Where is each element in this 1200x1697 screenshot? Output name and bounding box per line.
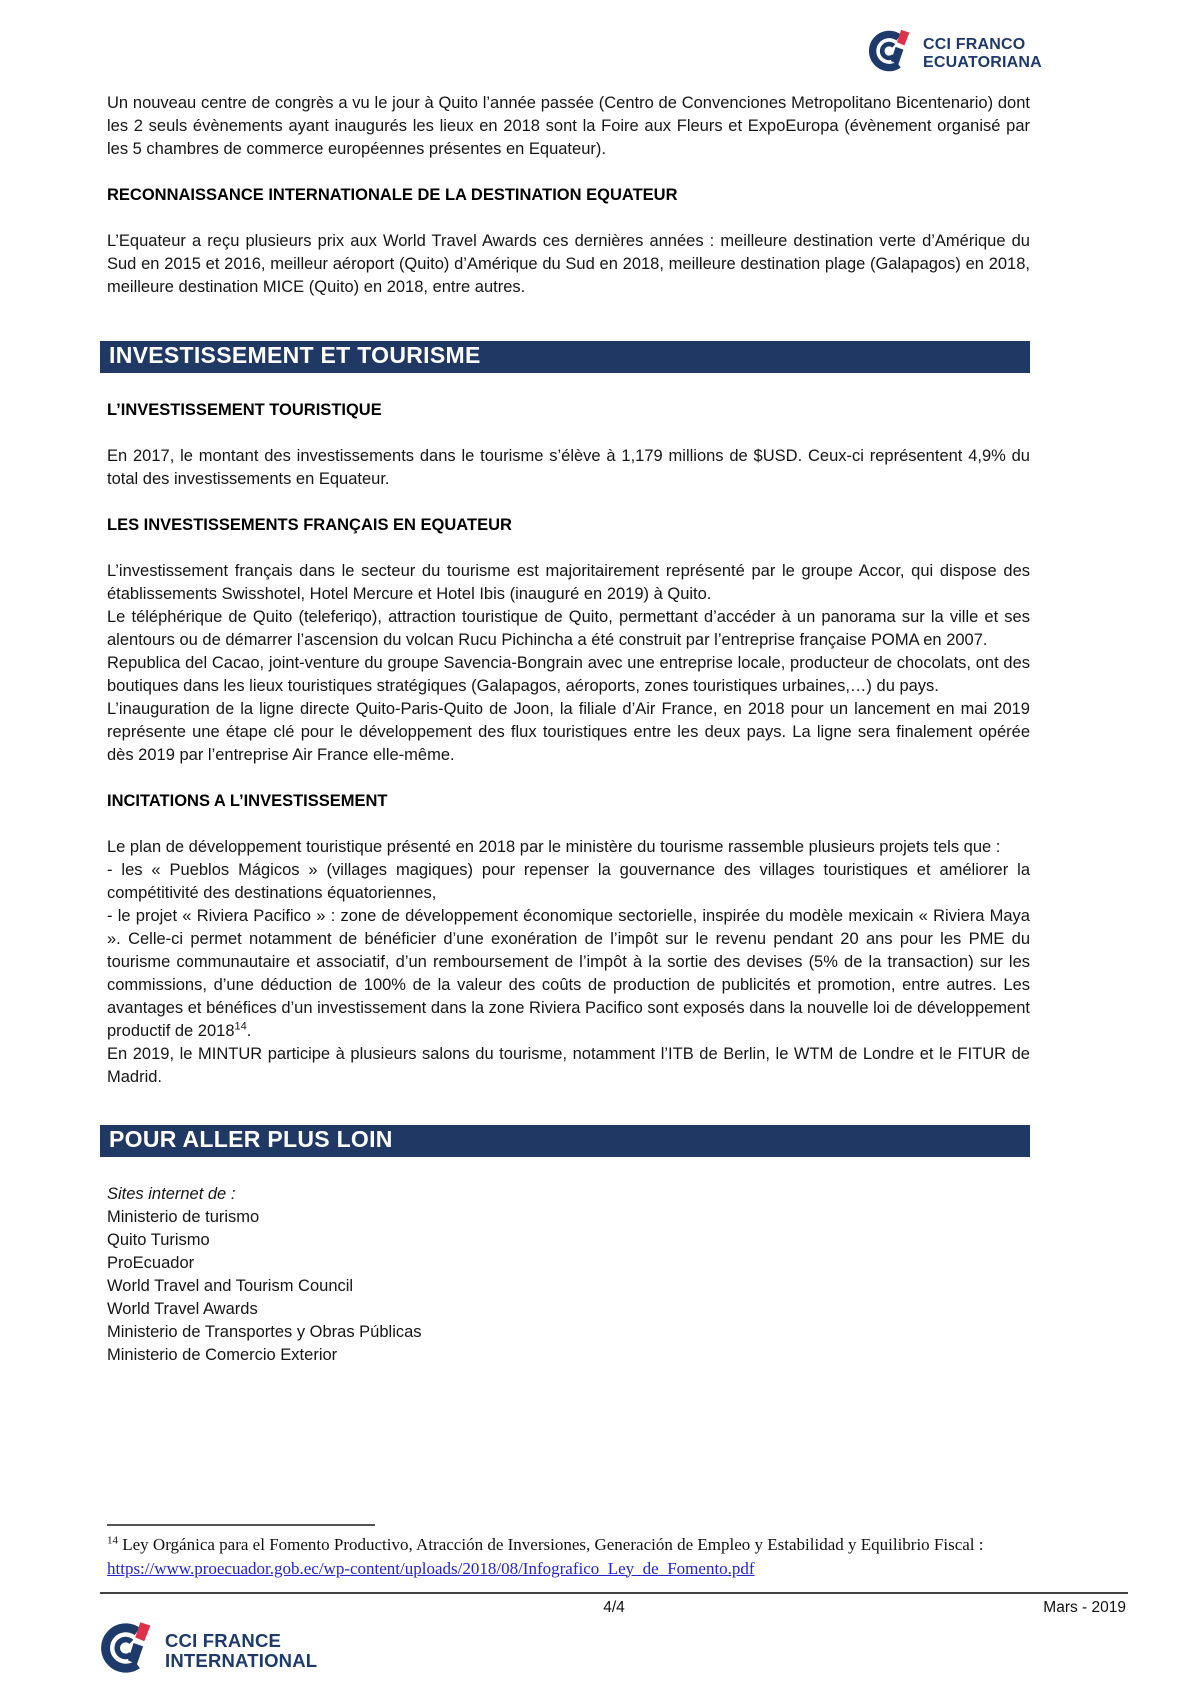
footnote-separator	[107, 1524, 375, 1526]
logo-text	[923, 36, 1042, 71]
cci-monogram-icon	[100, 1620, 156, 1681]
footnote	[107, 1533, 1129, 1580]
footnote-reference: 14	[234, 1020, 247, 1033]
intro-paragraph: Un nouveau centre de congrès a vu le jour à Quito l’année passée (Centro de Convenciones Metropolitano Bicentenario) dont les 2 seuls évènements ayant inaugurés les lieux en 2018 sont la Foire aux Fleurs et ExpoEuropa (évènement organisé par les 5 chambres de commerce européennes présentes en Equateur).	[107, 94, 1030, 158]
site-item: Quito Turismo	[107, 1231, 210, 1249]
section-banner-investissement: INVESTISSEMENT ET TOURISME	[100, 341, 1030, 373]
paragraph-line: En 2019, le MINTUR participe à plusieurs salons du tourisme, notamment l’ITB de Berlin, le WTM de Londre et le FITUR de Madrid.	[107, 1045, 1030, 1086]
logo-line1: CCI FRANCO	[923, 36, 1026, 54]
logo-line2: INTERNATIONAL	[165, 1649, 318, 1671]
heading-incitations: INCITATIONS A L’INVESTISSEMENT	[107, 792, 388, 810]
paragraph-line: Le téléphérique de Quito (teleferiqo), attraction touristique de Quito, permettant d’accéder à un panorama sur la ville et ses alentours ou de démarrer l’ascension du volcan Rucu Pichincha a été construit par l’entreprise française POMA en 2007.	[107, 608, 1030, 649]
footer-date: Mars - 2019	[1043, 1599, 1126, 1616]
paragraph-line	[107, 905, 1030, 1043]
heading-reconnaissance: RECONNAISSANCE INTERNATIONALE DE LA DESTINATION EQUATEUR	[107, 186, 678, 204]
page-number: 4/4	[603, 1599, 625, 1616]
footnote-text: Ley Orgánica para el Fomento Productivo, Atracción de Inversiones, Generación de Empleo y Estabilidad y Equilibrio Fiscal :	[118, 1535, 984, 1554]
paragraph-line: L’inauguration de la ligne directe Quito-Paris-Quito de Joon, la filiale d’Air France, en 2018 pour un lancement en mai 2019 représente une étape clé pour le développement des flux touristiques entre les deux pays. La ligne sera finalement opérée dès 2019 par l’entreprise Air France elle-même.	[107, 700, 1030, 764]
footer-separator	[100, 1592, 1128, 1594]
logo-line1: CCI FRANCE	[165, 1629, 282, 1651]
paragraph-line: L’investissement français dans le secteur du tourisme est majoritairement représenté par le groupe Accor, qui dispose des établissements Swisshotel, Hotel Mercure et Hotel Ibis (inauguré en 2019) à Quito.	[107, 562, 1030, 603]
heading-investissement-touristique: L’INVESTISSEMENT TOURISTIQUE	[107, 401, 382, 419]
paragraph-line: Le plan de développement touristique présenté en 2018 par le ministère du tourisme rassemble plusieurs projets tels que :	[107, 838, 1001, 856]
cci-monogram-icon	[868, 28, 914, 79]
footnote-link[interactable]: https://www.proecuador.gob.ec/wp-content/uploads/2018/08/Infografico_Ley_de_Fomento.pdf	[107, 1558, 755, 1578]
investissement-touristique-paragraph: En 2017, le montant des investissements dans le tourisme s’élève à 1,179 millions de $USD. Ceux-ci représentent 4,9% du total des investissements en Equateur.	[107, 447, 1030, 488]
riviera-text-end: .	[246, 1022, 252, 1040]
main-content	[107, 92, 1030, 1367]
further-links-list	[107, 1183, 1030, 1367]
site-item: World Travel and Tourism Council	[107, 1277, 354, 1295]
logo-text	[165, 1631, 317, 1671]
investissements-francais-paragraph	[107, 560, 1030, 767]
site-item: Ministerio de turismo	[107, 1208, 260, 1226]
heading-investissements-francais: LES INVESTISSEMENTS FRANÇAIS EN EQUATEUR	[107, 516, 512, 534]
site-item: Ministerio de Comercio Exterior	[107, 1346, 338, 1364]
reconnaissance-paragraph: L’Equateur a reçu plusieurs prix aux World Travel Awards ces dernières années : meilleure destination verte d’Amérique du Sud en 2015 et 2016, meilleur aéroport (Quito) d’Amérique du Sud en 2018, meilleure destination plage (Galapagos) en 2018, meilleure destination MICE (Quito) en 2018, entre autres.	[107, 232, 1030, 296]
footnote-marker: 14	[107, 1534, 118, 1547]
sites-intro: Sites internet de :	[107, 1185, 236, 1203]
cci-france-international-logo	[100, 1620, 317, 1681]
site-item: Ministerio de Transportes y Obras Públicas	[107, 1323, 422, 1341]
section-banner-pour-aller-plus-loin: POUR ALLER PLUS LOIN	[100, 1125, 1030, 1157]
site-item: World Travel Awards	[107, 1300, 258, 1318]
paragraph-line: Republica del Cacao, joint-venture du groupe Savencia-Bongrain avec une entreprise locale, producteur de chocolats, ont des boutiques dans les lieux touristiques stratégiques (Galapagos, aéroports, zones touristiques urbaines,…) du pays.	[107, 654, 1030, 695]
logo-line2: ECUATORIANA	[923, 53, 1042, 71]
paragraph-line: - les « Pueblos Mágicos » (villages magiques) pour repenser la gouvernance des villages touristiques et améliorer la compétitivité des destinations équatoriennes,	[107, 861, 1030, 902]
incitations-paragraph	[107, 836, 1030, 1089]
cci-franco-ecuatoriana-logo	[868, 28, 1042, 79]
riviera-text: - le projet « Riviera Pacifico » : zone de développement économique sectorielle, inspirée du modèle mexicain « Riviera Maya ». Celle-ci permet notamment de bénéficier d’une exonération de l’impôt sur le revenu pendant 20 ans pour les PME du tourisme communautaire et associatif, d’un remboursement de l’impôt à la sortie des devises (5% de la transaction) sur les commissions, d’une déduction de 100% de la valeur des coûts de production de publicités et promotion, entre autres. Les avantages et bénéfices d’un investissement dans la zone Riviera Pacifico sont exposés dans la nouvelle loi de développement productif de 2018	[107, 907, 1030, 1040]
site-item: ProEcuador	[107, 1254, 195, 1272]
